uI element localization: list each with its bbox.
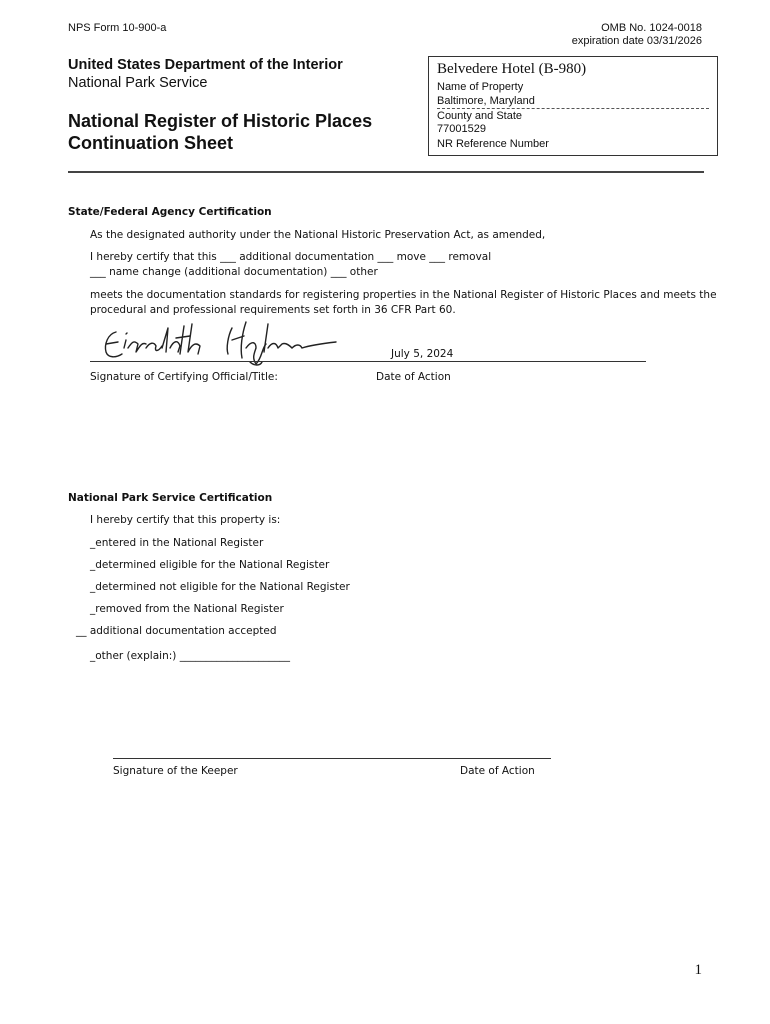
- property-location: Baltimore, Maryland: [437, 95, 709, 109]
- form-title-line1: National Register of Historic Places: [68, 111, 373, 131]
- state-cert-line1: As the designated authority under the National Historic Preservation Act, as amended,: [90, 229, 546, 241]
- state-date-label: Date of Action: [376, 371, 451, 383]
- certifying-signature-line: [90, 361, 646, 362]
- option-determined-eligible: _determined eligible for the National Register: [90, 559, 330, 571]
- page-number: 1: [694, 962, 702, 978]
- option-other: _other (explain:) _____________________: [90, 650, 290, 662]
- property-name-label: Name of Property: [437, 81, 524, 93]
- state-cert-heading: State/Federal Agency Certification: [68, 206, 272, 218]
- reference-number: 77001529: [437, 123, 486, 135]
- property-info-box: [428, 56, 718, 156]
- county-state-label: County and State: [437, 110, 523, 122]
- form-number: NPS Form 10-900-a: [68, 22, 167, 34]
- reference-number-label: NR Reference Number: [437, 138, 549, 150]
- option-determined-not-eligible: _determined not eligible for the National Register: [90, 581, 350, 593]
- state-cert-line5: procedural and professional requirements set forth in 36 CFR Part 60.: [90, 304, 456, 316]
- omb-number: OMB No. 1024-0018: [601, 22, 702, 34]
- expiration-date: expiration date 03/31/2026: [571, 35, 702, 47]
- keeper-signature-line: [113, 758, 551, 759]
- keeper-signature-label: Signature of the Keeper: [113, 765, 238, 777]
- keeper-date-label: Date of Action: [460, 765, 535, 777]
- option-entered: _entered in the National Register: [90, 537, 264, 549]
- header-divider: [68, 171, 704, 173]
- state-cert-line3: ___ name change (additional documentation) ___ other: [90, 266, 378, 278]
- form-title-line2: Continuation Sheet: [68, 133, 233, 153]
- omb-info: [572, 22, 702, 48]
- option-additional-documentation: __ additional documentation accepted: [76, 625, 277, 637]
- certification-date: July 5, 2024: [391, 348, 454, 360]
- nps-cert-intro: I hereby certify that this property is:: [90, 514, 281, 526]
- department-name: United States Department of the Interior: [68, 57, 343, 73]
- nps-cert-heading: National Park Service Certification: [68, 492, 273, 504]
- certifying-signature-label: Signature of Certifying Official/Title:: [90, 371, 278, 383]
- property-name: Belvedere Hotel (B-980): [437, 61, 587, 77]
- service-name: National Park Service: [68, 75, 208, 91]
- option-removed: _removed from the National Register: [90, 603, 284, 615]
- state-cert-line4: meets the documentation standards for registering properties in the National Register of Historic Places and meets the: [90, 289, 717, 301]
- state-cert-line2: I hereby certify that this ___ additional documentation ___ move ___ removal: [90, 251, 492, 263]
